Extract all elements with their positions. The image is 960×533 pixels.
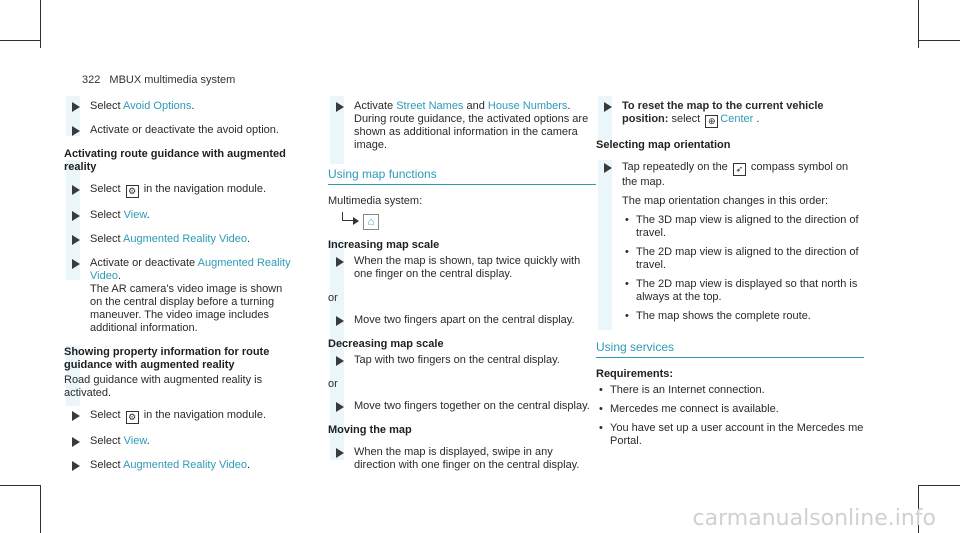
subheading: Decreasing map scale — [328, 338, 444, 350]
step-text: Select — [90, 409, 124, 421]
step-lead: To reset the map to the current vehicle position: — [622, 100, 824, 125]
or-text: or — [328, 292, 338, 304]
step — [328, 100, 596, 152]
step-text: Activate — [354, 100, 397, 112]
step — [328, 354, 596, 367]
or-text: or — [328, 378, 338, 390]
bullet-icon: • — [599, 422, 603, 434]
list-item — [596, 422, 864, 448]
step-text: Select — [90, 209, 124, 221]
step-text: . — [191, 100, 195, 112]
menu-link[interactable]: Avoid Options — [123, 100, 192, 112]
list-item-text: The 3D map view is aligned to the direction of travel. — [636, 214, 859, 239]
path-hook-icon — [342, 212, 353, 221]
list-item-text: You have set up a user account in the Mercedes me Portal. — [610, 422, 864, 447]
arrow-icon — [336, 257, 344, 267]
step — [64, 183, 296, 198]
crop-mark — [40, 0, 41, 48]
arrow-icon — [336, 316, 344, 326]
arrow-icon — [72, 102, 80, 112]
list-item-text: The map shows the complete route. — [636, 310, 811, 322]
step-text: . — [753, 113, 760, 125]
step-text: When the map is shown, tap twice quickly with one finger on the central display. — [354, 255, 581, 280]
list-item — [596, 384, 864, 397]
page-header — [82, 74, 235, 87]
bullet-icon: • — [625, 310, 629, 322]
step-text: . — [246, 459, 251, 471]
step-text: Move two fingers together on the central display. — [354, 400, 590, 412]
section-heading: Using map functions — [328, 168, 596, 185]
arrow-icon — [604, 163, 612, 173]
arrow-icon — [72, 185, 80, 195]
paragraph: Road guidance with augmented reality is activated. — [64, 374, 263, 399]
column-3 — [596, 100, 864, 454]
compass-icon: ➶ — [733, 163, 746, 176]
step — [596, 100, 864, 128]
crop-mark — [0, 485, 40, 486]
step-text: . — [146, 435, 150, 447]
bullet-icon: • — [625, 278, 629, 290]
arrow-icon — [336, 356, 344, 366]
step-text: Move two fingers apart on the central display. — [354, 314, 575, 326]
crop-mark — [40, 485, 41, 533]
arrow-icon — [72, 411, 80, 421]
step-text: Select — [90, 233, 124, 245]
step — [596, 161, 864, 323]
step — [64, 409, 296, 424]
home-icon: ⌂ — [363, 214, 379, 230]
step-text: When the map is displayed, swipe in any direction with one finger on the central display. — [354, 446, 580, 471]
step-text: . — [246, 233, 251, 245]
step-note: During route guidance, the activated options are shown as additional information in the camera image. — [354, 113, 589, 151]
step-text: compass symbol on the map. — [622, 161, 849, 188]
step-note: The AR camera's video image is shown on the central display before a turning maneuver. The video image includes additional information. — [90, 283, 283, 334]
subheading: Activating route guidance with augmented reality — [64, 148, 286, 173]
path-arrow-icon — [353, 217, 359, 225]
bullet-icon: • — [625, 246, 629, 258]
list-item — [622, 246, 864, 272]
menu-link[interactable]: Augmented Reality Video — [123, 459, 247, 471]
step — [64, 124, 296, 137]
step — [64, 209, 296, 222]
crop-mark — [918, 40, 960, 41]
subheading: Increasing map scale — [328, 239, 440, 251]
system-label: Multimedia system: — [328, 195, 423, 207]
menu-link[interactable]: House Numbers — [487, 100, 568, 112]
step — [64, 257, 296, 335]
arrow-icon — [72, 259, 80, 269]
menu-link[interactable]: Augmented Reality Video — [90, 257, 291, 282]
step-text: Select — [90, 435, 124, 447]
section-heading: Using services — [596, 341, 864, 358]
step — [328, 314, 596, 327]
step-text: Select — [90, 183, 124, 195]
list-item — [622, 214, 864, 240]
requirements-label: Requirements: — [596, 368, 674, 380]
step — [328, 446, 596, 472]
arrow-icon — [72, 235, 80, 245]
arrow-icon — [336, 102, 344, 112]
menu-link[interactable]: Augmented Reality Video — [123, 233, 247, 245]
bullet-icon: • — [599, 403, 603, 415]
center-icon: ⊕ — [705, 115, 718, 128]
subheading: Selecting map orientation — [596, 139, 731, 151]
page-number: 322 — [82, 74, 101, 86]
subheading: Showing property information for route guidance with augmented reality — [64, 346, 270, 371]
menu-path — [328, 212, 596, 230]
list-item-text: Mercedes me connect is available. — [610, 403, 779, 415]
list-item-text: There is an Internet connection. — [610, 384, 765, 396]
step-note: The map orientation changes in this order: — [622, 195, 829, 207]
step-text: . — [146, 209, 150, 221]
arrow-icon — [336, 402, 344, 412]
arrow-icon — [72, 126, 80, 136]
bullet-icon: • — [599, 384, 603, 396]
step-text: in the navigation module. — [140, 409, 267, 421]
step-text: Tap with two fingers on the central display. — [354, 354, 560, 366]
step-text: select — [668, 113, 704, 125]
step — [64, 459, 296, 472]
arrow-icon — [72, 437, 80, 447]
step — [64, 100, 296, 113]
step-text: Activate or deactivate — [90, 257, 198, 269]
list-item-text: The 2D map view is aligned to the direction of travel. — [636, 246, 859, 271]
crop-mark — [0, 40, 40, 41]
column-2 — [328, 100, 596, 483]
step-text: and — [463, 100, 488, 112]
step-text: . — [117, 270, 121, 282]
step — [64, 435, 296, 448]
step-text: in the navigation module. — [140, 183, 267, 195]
menu-link[interactable]: View — [123, 435, 147, 447]
list-item — [622, 278, 864, 304]
column-1 — [64, 100, 296, 483]
step — [328, 400, 596, 413]
watermark: carmanualsonline.info — [692, 506, 936, 531]
step-text: Select — [90, 459, 124, 471]
settings-icon: ⚙ — [126, 411, 139, 424]
settings-icon: ⚙ — [126, 185, 139, 198]
crop-mark — [918, 485, 960, 486]
list-item — [622, 310, 864, 323]
step-text: . — [567, 100, 571, 112]
menu-link[interactable]: View — [123, 209, 147, 221]
arrow-icon — [336, 448, 344, 458]
subheading: Moving the map — [328, 424, 412, 436]
list-item — [596, 403, 864, 416]
menu-link[interactable]: Street Names — [396, 100, 464, 112]
list-item-text: The 2D map view is displayed so that north is always at the top. — [636, 278, 858, 303]
step-text: Activate or deactivate the avoid option. — [90, 124, 279, 136]
step-text: Select — [90, 100, 124, 112]
step-text: Tap repeatedly on the — [622, 161, 731, 173]
menu-link[interactable]: Center — [720, 113, 754, 125]
page-title: MBUX multimedia system — [109, 74, 236, 86]
arrow-icon — [604, 102, 612, 112]
bullet-icon: • — [625, 214, 629, 226]
step — [328, 255, 596, 281]
arrow-icon — [72, 461, 80, 471]
arrow-icon — [72, 211, 80, 221]
step — [64, 233, 296, 246]
